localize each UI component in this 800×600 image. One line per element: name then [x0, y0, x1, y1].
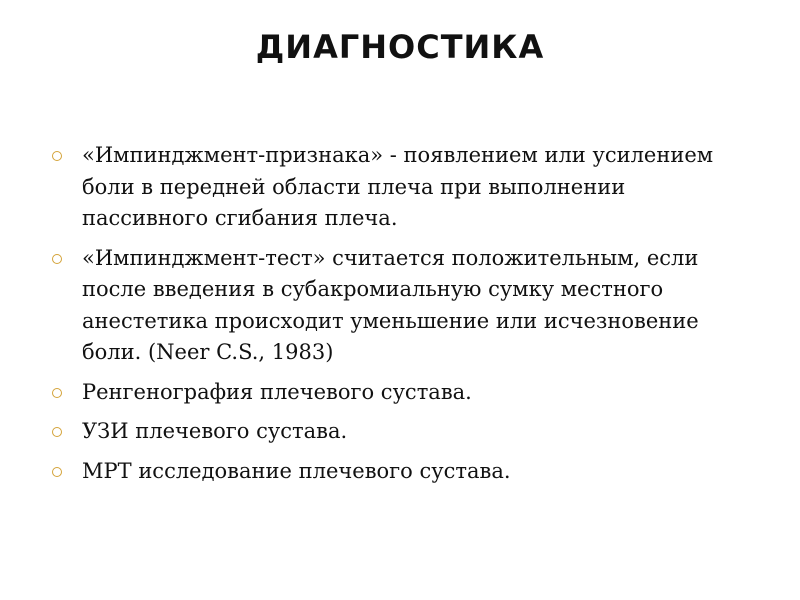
bullet-text: МРТ исследование плечевого сустава. — [82, 458, 511, 483]
bullet-item — [52, 243, 732, 369]
circle-bullet-icon — [52, 151, 62, 161]
circle-bullet-icon — [52, 388, 62, 398]
bullet-text: УЗИ плечевого сустава. — [82, 419, 348, 443]
bullet-text: «Импинджмент-признака» - появлением или усилением боли в передней области плеча при выполнении пассивного сгибания плеча. — [82, 143, 714, 230]
bullet-item — [52, 416, 732, 448]
circle-bullet-icon — [52, 427, 62, 437]
slide-title: ДИАГНОСТИКА — [255, 28, 545, 66]
bullet-text: «Импинджмент-тест» считается положительным, если после введения в субакромиальную сумку местного анестетика происходит уменьшение или исчезновение боли. (Neer C.S., 1983) — [82, 245, 699, 364]
circle-bullet-icon — [52, 467, 62, 477]
bullet-item — [52, 456, 732, 488]
bullet-text: Ренгенография плечевого сустава. — [82, 379, 472, 404]
bullet-list — [52, 140, 732, 495]
bullet-item — [52, 377, 732, 409]
circle-bullet-icon — [52, 254, 62, 264]
bullet-item — [52, 140, 732, 235]
